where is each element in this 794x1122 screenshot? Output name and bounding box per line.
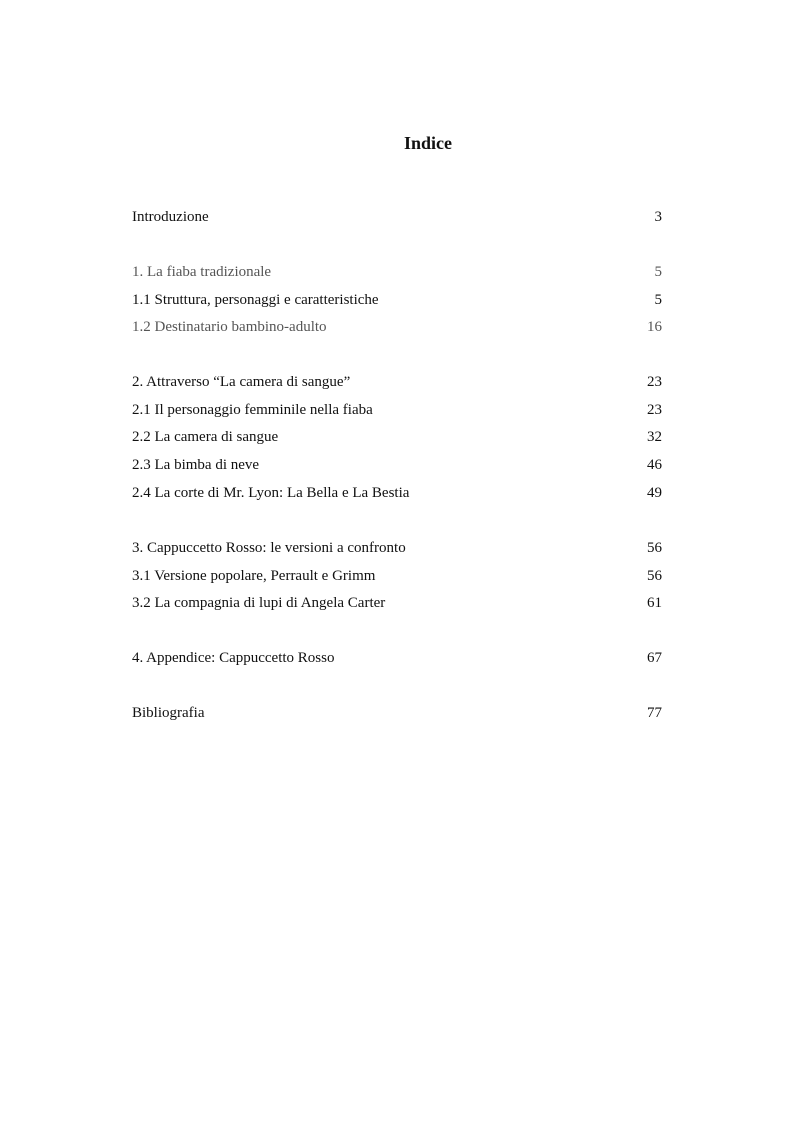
toc-entry-chapter-3 [132,537,662,559]
toc-entry-label: 3. Cappuccetto Rosso: le versioni a confronto [132,540,406,556]
toc-entry-page: 67 [647,650,662,666]
toc-entry-label: 2.2 La camera di sangue [132,429,279,445]
toc-entry-page: 5 [654,264,662,280]
toc-entry-page: 56 [647,568,662,584]
toc-entry-label: 2.1 Il personaggio femminile nella fiaba [132,402,373,418]
toc-entry-label: 1. La fiaba tradizionale [132,264,272,280]
toc-entry-page: 5 [654,292,662,308]
toc-entry-chapter-4 [132,647,662,669]
page-title: Indice [403,133,452,153]
toc-entry-label: 1.1 Struttura, personaggi e caratteristiche [132,292,379,308]
toc-entry-section-1-1 [132,289,662,311]
toc-entry-section-2-4 [132,482,662,504]
toc-entry-label: 3.1 Versione popolare, Perrault e Grimm [132,568,376,584]
toc-entry-label: Bibliografia [132,705,205,721]
toc-entry-page: 49 [647,485,662,501]
toc-entry-page: 61 [647,595,662,611]
toc-entry-page: 46 [647,457,662,473]
toc-entry-page: 77 [647,705,662,721]
toc-entry-label: Introduzione [132,209,209,225]
toc-entry-section-3-1 [132,565,662,587]
toc-entry-page: 16 [647,319,662,335]
toc-entry-label: 2. Attraverso “La camera di sangue” [132,374,351,390]
toc-entry-page: 56 [647,540,662,556]
toc-entry-bibliografia [132,702,662,724]
toc-entry-section-2-2 [132,426,662,448]
toc-entry-section-2-3 [132,454,662,476]
toc-entry-section-2-1 [132,399,662,421]
toc-entry-page: 32 [647,429,662,445]
toc-entry-page: 3 [654,209,662,225]
toc-entry-label: 4. Appendice: Cappuccetto Rosso [132,650,335,666]
toc-entry-label: 1.2 Destinatario bambino-adulto [132,319,327,335]
toc-entry-page: 23 [647,374,662,390]
toc-entry-introduzione [132,206,662,228]
toc-entry-label: 3.2 La compagnia di lupi di Angela Carter [132,595,386,611]
toc-entry-chapter-1 [132,261,662,283]
toc-entry-chapter-2 [132,371,662,393]
toc-entry-label: 2.4 La corte di Mr. Lyon: La Bella e La Bestia [132,485,410,501]
toc-entry-page: 23 [647,402,662,418]
toc-entry-section-1-2 [132,316,662,338]
toc-entry-label: 2.3 La bimba di neve [132,457,260,473]
toc-entry-section-3-2 [132,592,662,614]
